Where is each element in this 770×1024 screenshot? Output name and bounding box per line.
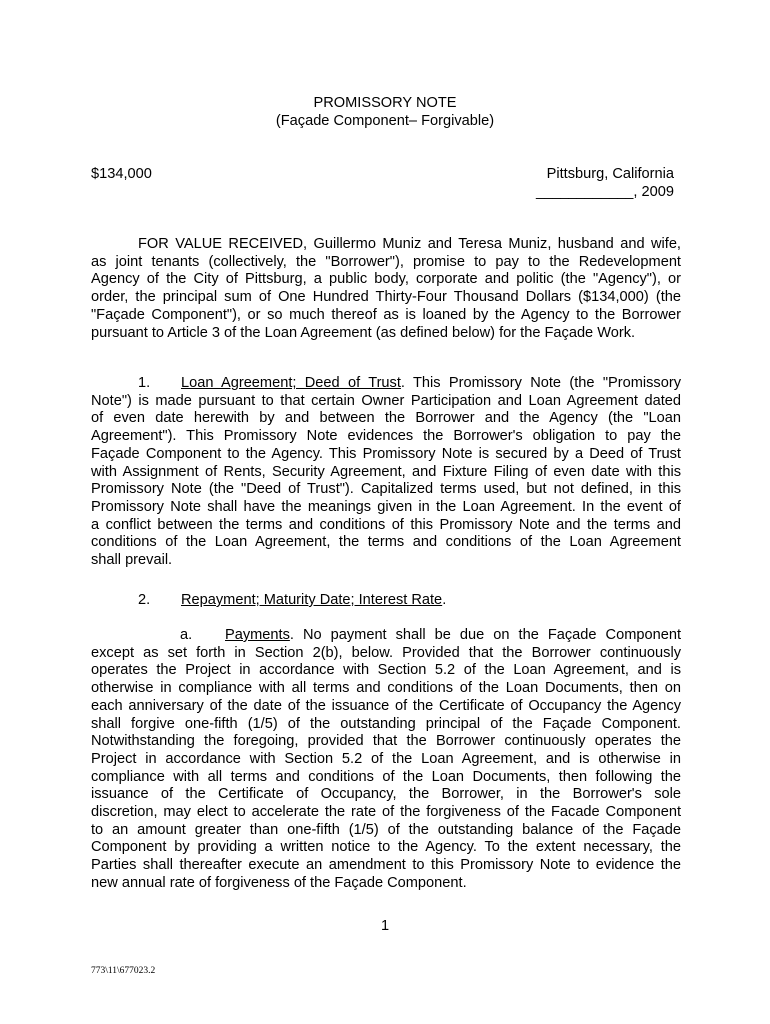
section-2a-line: issuance of the Certificate of Occupancy, the Borrower, in the Borrower's sole (91, 786, 681, 803)
section-2-heading-end: . (442, 592, 447, 608)
date-line: ____________, 2009 (536, 184, 674, 200)
section-1-line: of even date herewith by and between the Borrower and the Agency (the "Loan (91, 410, 681, 427)
section-2-heading-line (91, 591, 446, 609)
title-block (0, 94, 770, 130)
section-2a-line: otherwise in compliance with all terms and conditions of the Loan Documents, then on (91, 680, 681, 697)
section-2a-line: shall forgive one-fifth (1/5) of the outstanding principal of the Façade Component. (91, 715, 681, 732)
document-title: PROMISSORY NOTE (313, 95, 457, 111)
section-2-number: 2. (138, 592, 151, 608)
section-1-line: Promissory Note shall have the meanings given in the Loan Agreement. In the event of (91, 498, 681, 515)
section-1-first-line: . This Promissory Note (the "Promissory (400, 375, 681, 391)
section-1 (91, 375, 681, 570)
section-2a-line: Project in accordance with Section 5.2 of the Loan Agreement, and is otherwise in (91, 750, 681, 767)
intro-line: "Façade Component"), or so much thereof as is loaned by the Agency to the Borrower (91, 306, 681, 323)
section-2a-line: each anniversary of the date of the issuance of the Certificate of Occupancy the Agency (91, 697, 681, 714)
section-2a-line: except as set forth in Section 2(b), below. Provided that the Borrower continuously (91, 644, 681, 661)
note-amount: $134,000 (91, 166, 152, 182)
section-2-heading: Repayment; Maturity Date; Interest Rate (181, 592, 443, 608)
section-2a-line: Notwithstanding the foregoing, provided that the Borrower continuously operates the (91, 733, 681, 750)
section-1-line: Note") is made pursuant to that certain Owner Participation and Loan Agreement dated (91, 392, 681, 409)
section-2a-line: operates the Project in accordance with Section 5.2 of the Loan Agreement, and is (91, 662, 681, 679)
document-id-footer: 773\11\677023.2 (91, 966, 156, 976)
section-2a-first-line: . No payment shall be due on the Façade Component (289, 627, 681, 643)
section-2a-line: Component by providing a written notice to the Agency. To the extent necessary, the (91, 839, 681, 856)
section-1-line: Promissory Note (the "Deed of Trust"). Capitalized terms used, but not defined, in this (91, 481, 681, 498)
section-2a (91, 627, 681, 893)
section-1-line: Agreement"). This Promissory Note evidences the Borrower's obligation to pay the (91, 428, 681, 445)
section-1-number: 1. (138, 375, 151, 391)
intro-line: Agency of the City of Pittsburg, a public body, corporate and politic (the "Agency"), or (91, 271, 681, 288)
section-1-line: a conflict between the terms and conditions of this Promissory Note and the terms and (91, 516, 681, 533)
section-1-line: shall prevail. (91, 552, 173, 569)
intro-line: order, the principal sum of One Hundred Thirty-Four Thousand Dollars ($134,000) (the (91, 289, 681, 306)
page-number: 1 (380, 918, 390, 934)
section-2a-line: compliance with all terms and conditions of the Loan Documents, then following the (91, 768, 681, 785)
intro-line: FOR VALUE RECEIVED, Guillermo Muniz and Teresa Muniz, husband and wife, (138, 236, 681, 252)
section-1-line: conditions of the Loan Agreement, the terms and conditions of the Loan Agreement (91, 534, 681, 551)
section-1-line: with Assignment of Rents, Security Agreement, and Fixture Filing of even date with this (91, 463, 681, 480)
section-2a-line: Parties shall thereafter execute an amendment to this Promissory Note to evidence the (91, 857, 681, 874)
intro-line: pursuant to Article 3 of the Loan Agreement (as defined below) for the Façade Work. (91, 324, 636, 341)
section-1-heading: Loan Agreement; Deed of Trust (181, 375, 401, 391)
section-2a-letter: a. (180, 627, 193, 643)
section-2a-line: new annual rate of forgiveness of the Façade Component. (91, 874, 467, 891)
section-2a-line: to an amount greater than one-fifth (1/5) of the outstanding balance of the Façade (91, 821, 681, 838)
document-subtitle: (Façade Component– Forgivable) (275, 113, 495, 129)
section-2a-line: discretion, may elect to accelerate the rate of the forgiveness of the Facade Component (91, 804, 681, 821)
section-1-line: Façade Component to the Agency. This Promissory Note is secured by a Deed of Trust (91, 445, 681, 462)
place: Pittsburg, California (546, 166, 674, 182)
intro-paragraph (91, 236, 681, 342)
section-2a-heading: Payments (225, 627, 290, 643)
place-and-date (536, 165, 674, 201)
intro-line: as joint tenants (collectively, the "Borrower"), promise to pay to the Redevelopment (91, 253, 681, 270)
